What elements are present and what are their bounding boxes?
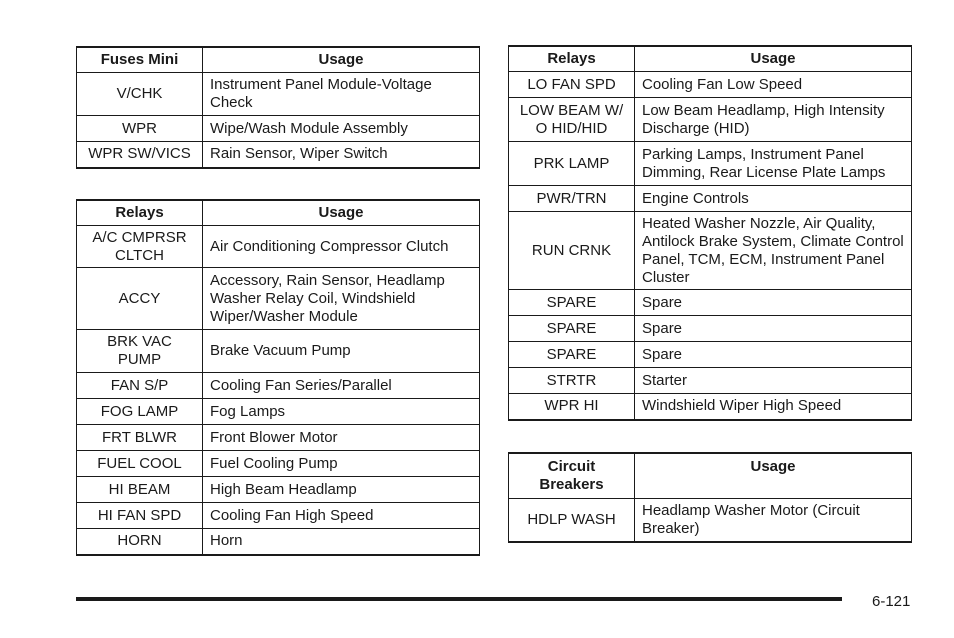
relay-usage: Spare (635, 342, 912, 368)
relay-usage: Front Blower Motor (203, 425, 480, 451)
relay-usage: Air Conditioning Compressor Clutch (203, 226, 480, 268)
relay-name: RUN CRNK (509, 212, 635, 290)
relay-name: HORN (77, 529, 203, 555)
column-header: Usage (635, 46, 912, 72)
fuses-mini-table (76, 46, 480, 169)
table-row (509, 98, 912, 142)
relay-usage: Heated Washer Nozzle, Air Quality, Antilock Brake System, Climate Control Panel, TCM, ECM, Instrument Panel Cluster (635, 212, 912, 290)
table-row (509, 342, 912, 368)
table-row (77, 529, 480, 555)
relay-name: SPARE (509, 342, 635, 368)
table-row (77, 477, 480, 503)
relay-usage: Engine Controls (635, 186, 912, 212)
relay-usage: Brake Vacuum Pump (203, 330, 480, 373)
relay-usage: Fog Lamps (203, 399, 480, 425)
table-row (509, 72, 912, 98)
column-header: Relays (77, 200, 203, 226)
relay-name: FUEL COOL (77, 451, 203, 477)
relay-name: HI FAN SPD (77, 503, 203, 529)
fuse-usage: Rain Sensor, Wiper Switch (203, 142, 480, 168)
table-row (77, 451, 480, 477)
relay-name: LO FAN SPD (509, 72, 635, 98)
column-header: Circuit Breakers (509, 453, 635, 499)
relay-name: STRTR (509, 368, 635, 394)
relay-usage: Fuel Cooling Pump (203, 451, 480, 477)
relay-usage: Accessory, Rain Sensor, Headlamp Washer Relay Coil, Windshield Wiper/Washer Module (203, 268, 480, 330)
column-header: Usage (635, 453, 912, 499)
relay-name: LOW BEAM W/ O HID/HID (509, 98, 635, 142)
breaker-usage: Headlamp Washer Motor (Circuit Breaker) (635, 499, 912, 542)
relay-usage: Parking Lamps, Instrument Panel Dimming, Rear License Plate Lamps (635, 142, 912, 186)
footer-rule (76, 597, 842, 601)
relays-table-right (508, 45, 912, 421)
relay-name: HI BEAM (77, 477, 203, 503)
fuse-name: WPR (77, 116, 203, 142)
table-row (77, 116, 480, 142)
table-row (77, 373, 480, 399)
table-row (77, 399, 480, 425)
column-header: Relays (509, 46, 635, 72)
page-number: 6-121 (872, 593, 911, 610)
table-row (509, 499, 912, 542)
fuse-name: WPR SW/VICS (77, 142, 203, 168)
table-header-row (509, 46, 912, 72)
table-row (77, 330, 480, 373)
relay-name: PRK LAMP (509, 142, 635, 186)
relay-usage: High Beam Headlamp (203, 477, 480, 503)
relay-usage: Starter (635, 368, 912, 394)
breaker-name: HDLP WASH (509, 499, 635, 542)
table-row (77, 268, 480, 330)
relay-usage: Spare (635, 290, 912, 316)
relay-name: FRT BLWR (77, 425, 203, 451)
relay-name: PWR/TRN (509, 186, 635, 212)
relay-name: A/C CMPRSR CLTCH (77, 226, 203, 268)
table-header-row (77, 200, 480, 226)
relay-usage: Cooling Fan Low Speed (635, 72, 912, 98)
fuse-usage: Wipe/Wash Module Assembly (203, 116, 480, 142)
table-row (77, 73, 480, 116)
table-row (509, 212, 912, 290)
relay-name: BRK VAC PUMP (77, 330, 203, 373)
relay-name: SPARE (509, 290, 635, 316)
table-row (77, 503, 480, 529)
column-header: Fuses Mini (77, 47, 203, 73)
table-row (509, 186, 912, 212)
table-header-row (509, 453, 912, 499)
relay-usage: Windshield Wiper High Speed (635, 394, 912, 420)
table-row (77, 425, 480, 451)
relay-name: FOG LAMP (77, 399, 203, 425)
relay-name: SPARE (509, 316, 635, 342)
relays-table-left (76, 199, 480, 556)
table-row (509, 394, 912, 420)
fuse-name: V/CHK (77, 73, 203, 116)
relay-name: FAN S/P (77, 373, 203, 399)
column-header: Usage (203, 47, 480, 73)
table-row (509, 316, 912, 342)
circuit-breakers-table (508, 452, 912, 543)
relay-name: ACCY (77, 268, 203, 330)
table-row (509, 142, 912, 186)
fuse-usage: Instrument Panel Module-Voltage Check (203, 73, 480, 116)
relay-usage: Cooling Fan High Speed (203, 503, 480, 529)
table-header-row (77, 47, 480, 73)
relay-usage: Horn (203, 529, 480, 555)
table-row (509, 290, 912, 316)
table-row (509, 368, 912, 394)
table-row (77, 226, 480, 268)
table-row (77, 142, 480, 168)
column-header: Usage (203, 200, 480, 226)
relay-usage: Low Beam Headlamp, High Intensity Discharge (HID) (635, 98, 912, 142)
relay-usage: Spare (635, 316, 912, 342)
relay-usage: Cooling Fan Series/Parallel (203, 373, 480, 399)
relay-name: WPR HI (509, 394, 635, 420)
